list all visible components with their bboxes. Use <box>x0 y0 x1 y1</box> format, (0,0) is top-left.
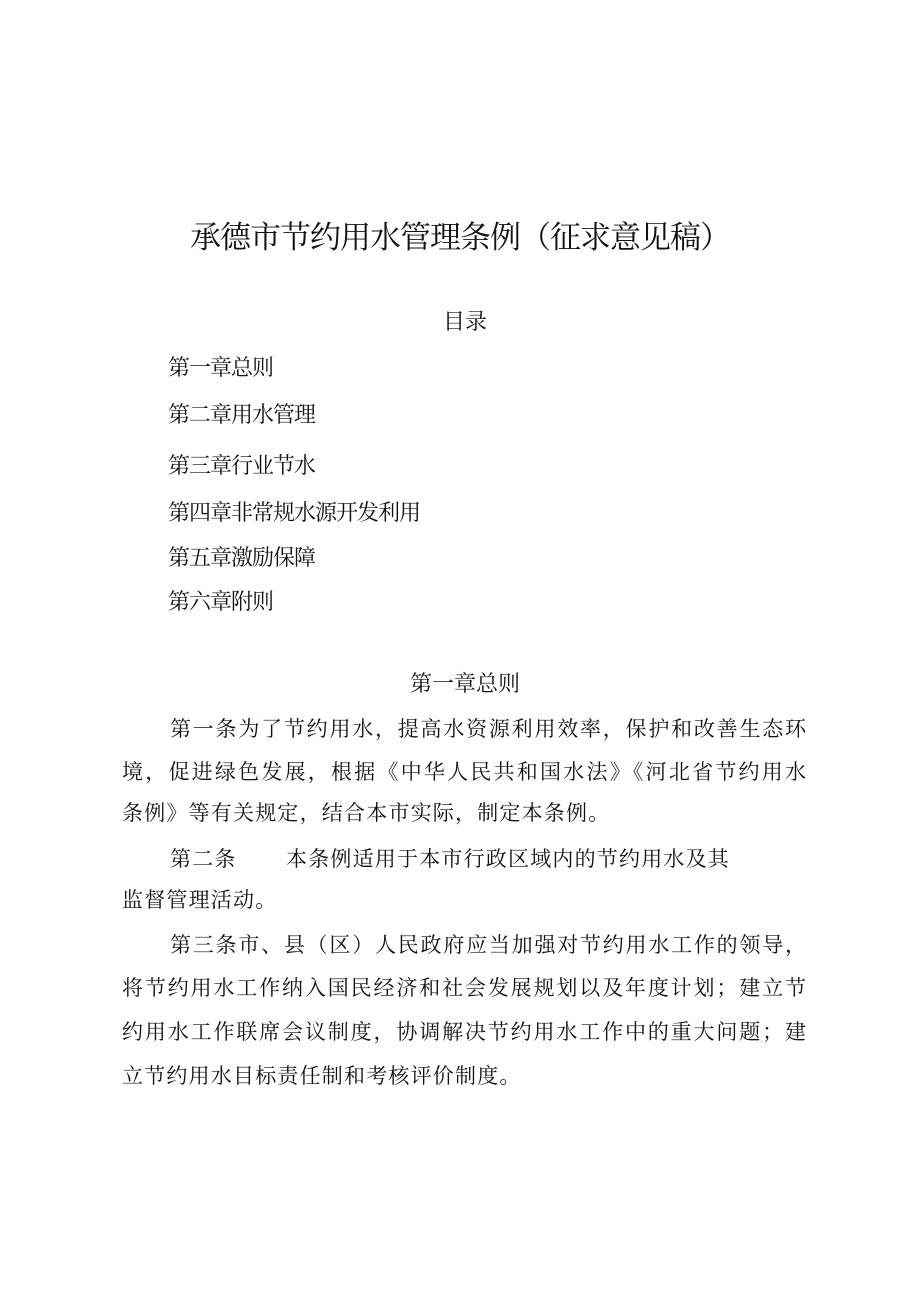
toc-item-chapter-1[interactable]: 第一章总则 <box>168 356 274 381</box>
article-2-line-2: 监督管理活动。 <box>122 888 278 912</box>
toc-item-chapter-3[interactable]: 第三章行业节水 <box>168 454 316 479</box>
toc-item-chapter-6[interactable]: 第六章附则 <box>168 590 274 615</box>
article-2-label: 第二条 <box>170 847 237 871</box>
toc-item-chapter-4[interactable]: 第四章非常规水源开发利用 <box>168 501 421 526</box>
toc-item-chapter-2[interactable]: 第二章用水管理 <box>168 403 316 428</box>
document-title: 承德市节约用水管理条例（征求意见稿） <box>190 220 730 256</box>
article-2-line-1: 本条例适用于本市行政区域内的节约用水及其 <box>286 847 730 871</box>
article-3-line-4: 立节约用水目标责任制和考核评价制度。 <box>122 1064 522 1088</box>
article-1-line-1: 第一条为了节约用水，提高水资源利用效率，保护和改善生态环 <box>170 717 806 741</box>
article-3-line-2: 将节约用水工作纳入国民经济和社会发展规划以及年度计划；建立节 <box>122 976 806 1000</box>
chapter-1-heading: 第一章总则 <box>409 672 520 697</box>
toc-item-chapter-5[interactable]: 第五章激励保障 <box>168 546 316 571</box>
article-1-line-3: 条例》等有关规定，结合本市实际，制定本条例。 <box>122 801 611 825</box>
article-3-line-3: 约用水工作联席会议制度，协调解决节约用水工作中的重大问题；建 <box>122 1020 806 1044</box>
toc-heading: 目录 <box>442 310 487 335</box>
article-1-line-2: 境，促进绿色发展，根据《中华人民共和国水法》《河北省节约用水 <box>122 760 806 784</box>
article-3-line-1: 第三条市、县（区）人民政府应当加强对节约用水工作的领导， <box>170 933 806 957</box>
